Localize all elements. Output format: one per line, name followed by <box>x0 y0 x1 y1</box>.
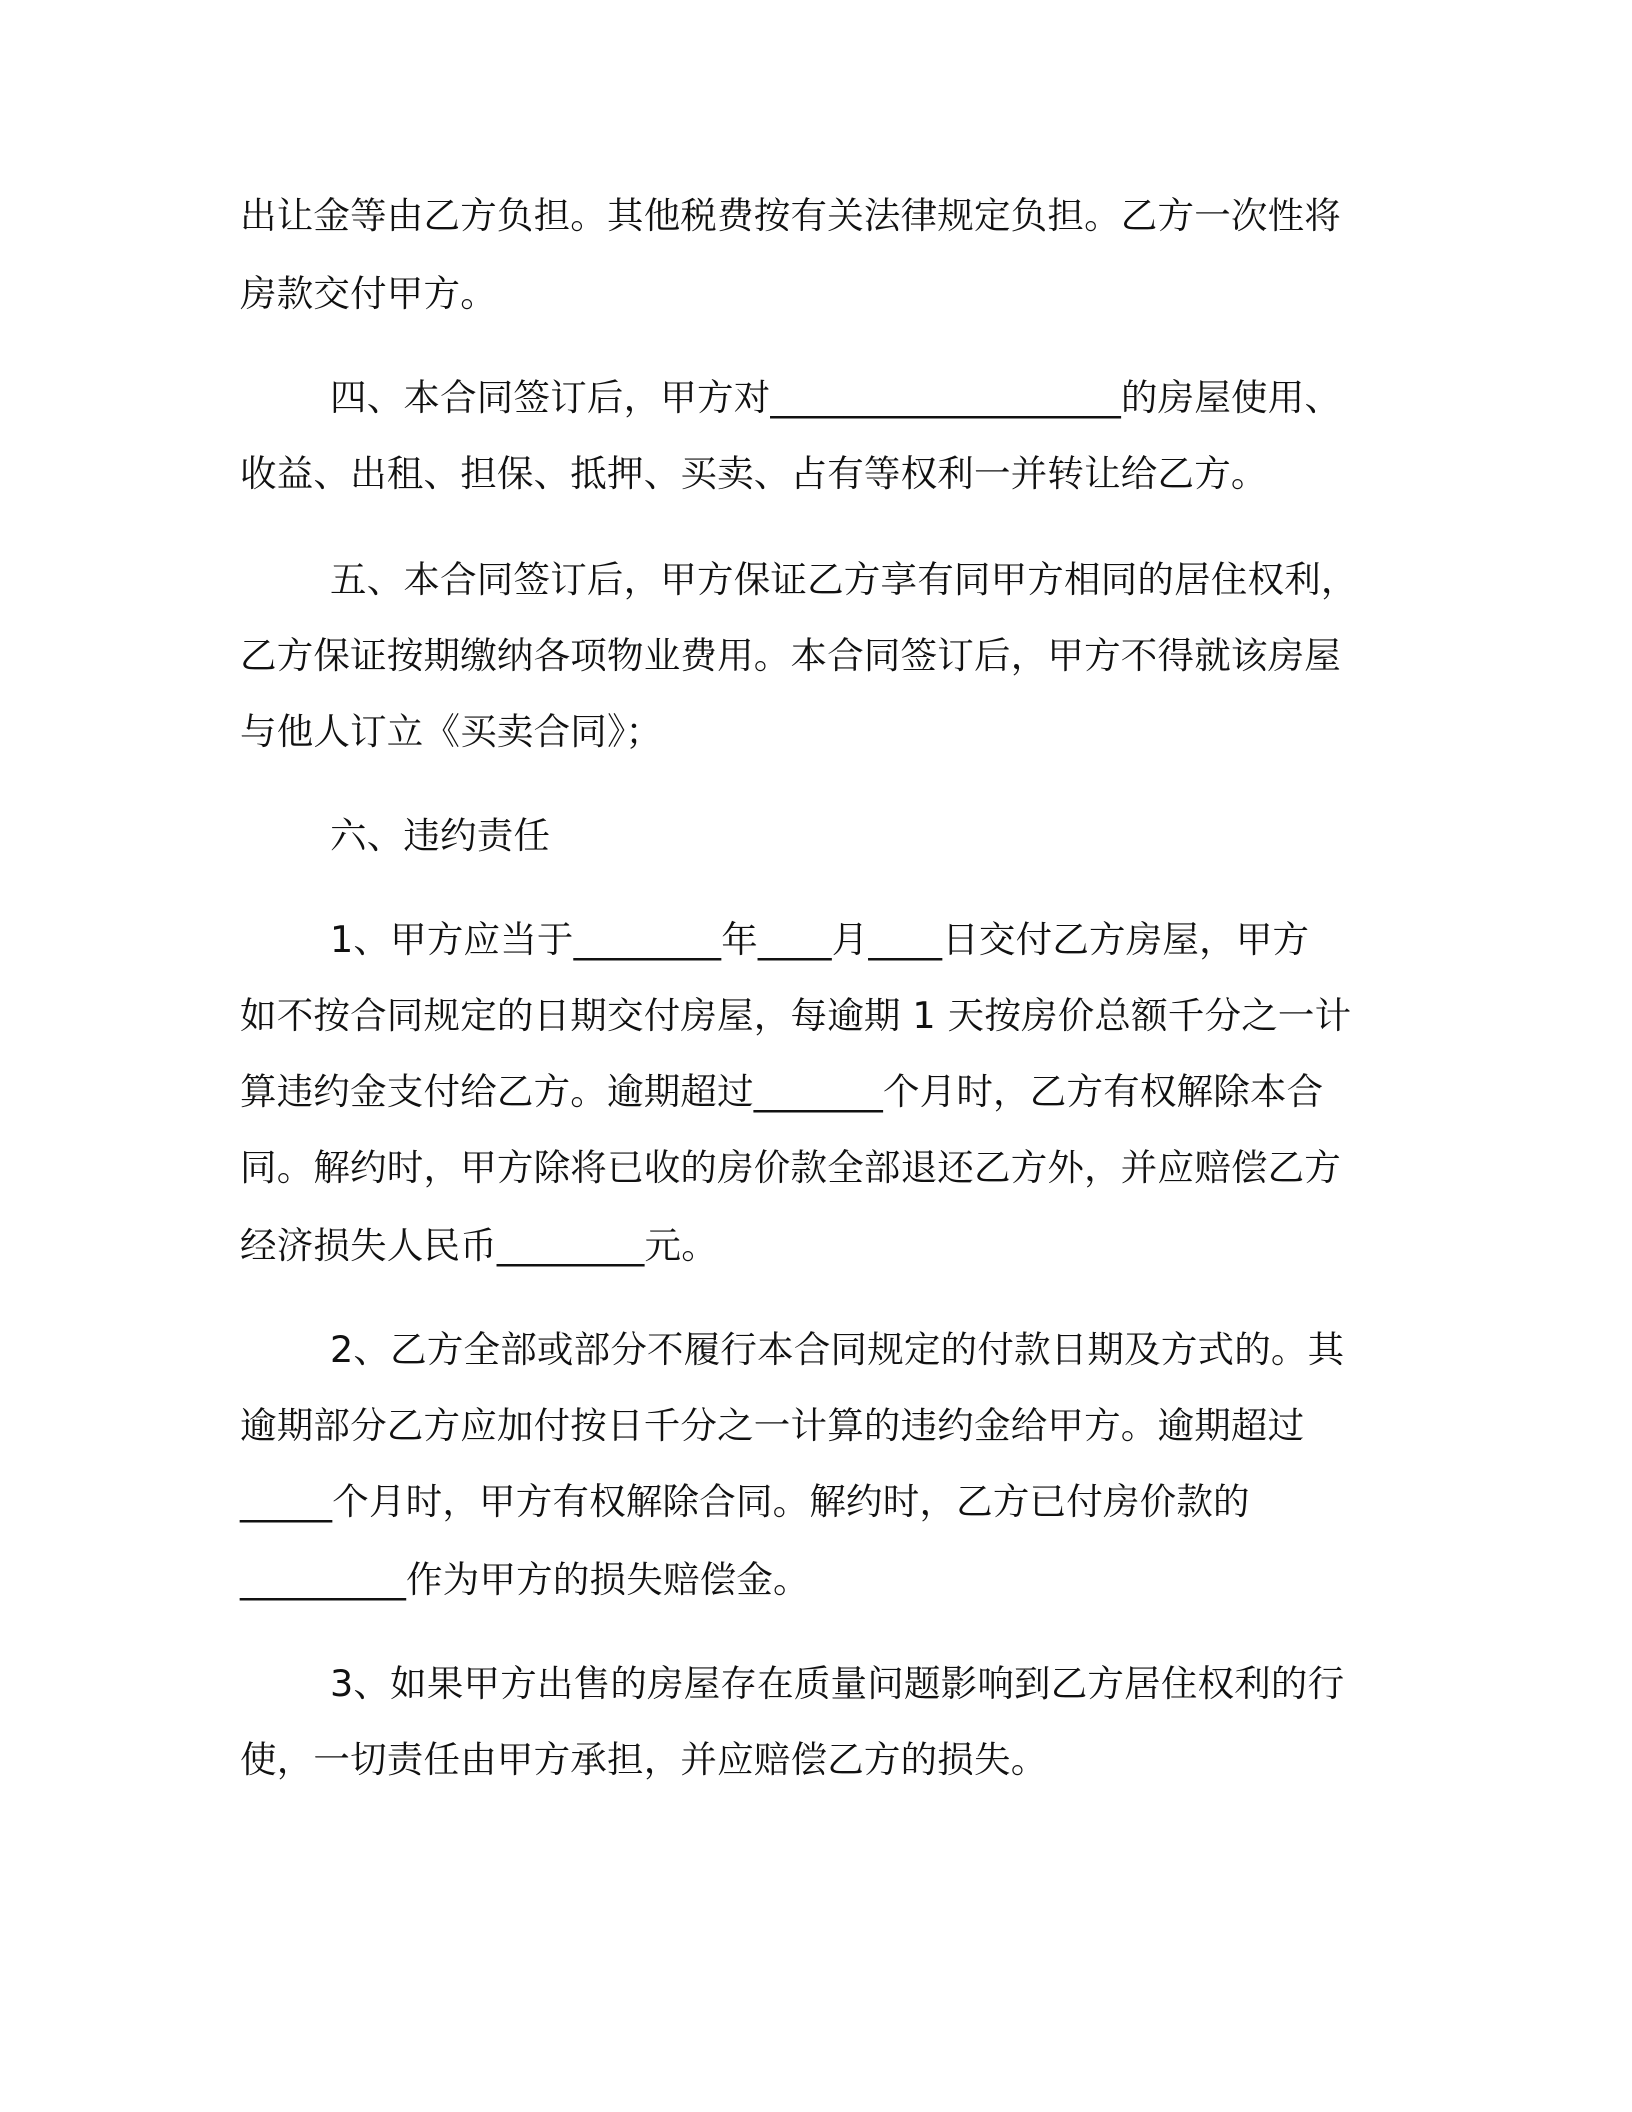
text-line: _____个月时，甲方有权解除合同。解约时，乙方已付房价款的 <box>240 1480 1250 1523</box>
clause-6-1-line: 1、甲方应当于________年____月____日交付乙方房屋，甲方 <box>330 918 1310 961</box>
section-heading: 六、违约责任 <box>330 814 551 857</box>
clause-6-2-line: 2、乙方全部或部分不履行本合同规定的付款日期及方式的。其 <box>330 1328 1345 1371</box>
clause-4-line: 四、本合同签订后，甲方对___________________的房屋使用、 <box>330 376 1342 419</box>
text-line: 如不按合同规定的日期交付房屋，每逾期 1 天按房价总额千分之一计 <box>240 994 1352 1037</box>
text-line: 算违约金支付给乙方。逾期超过_______个月时，乙方有权解除本合 <box>240 1070 1324 1113</box>
text-line: 使，一切责任由甲方承担，并应赔偿乙方的损失。 <box>240 1738 1048 1781</box>
text-line: 房款交付甲方。 <box>240 272 497 315</box>
text-line: _________作为甲方的损失赔偿金。 <box>240 1558 810 1601</box>
text-line: 收益、出租、担保、抵押、买卖、占有等权利一并转让给乙方。 <box>240 452 1268 495</box>
text-line: 与他人订立《买卖合同》； <box>240 710 663 753</box>
clause-6-3-line: 3、如果甲方出售的房屋存在质量问题影响到乙方居住权利的行 <box>330 1662 1345 1705</box>
text-line: 逾期部分乙方应加付按日千分之一计算的违约金给甲方。逾期超过 <box>240 1404 1305 1447</box>
clause-5-line: 五、本合同签订后，甲方保证乙方享有同甲方相同的居住权利， <box>330 558 1358 601</box>
text-line: 乙方保证按期缴纳各项物业费用。本合同签订后，甲方不得就该房屋 <box>240 634 1341 677</box>
text-line: 出让金等由乙方负担。其他税费按有关法律规定负担。乙方一次性将 <box>240 194 1341 237</box>
text-line: 经济损失人民币________元。 <box>240 1224 718 1267</box>
text-line: 同。解约时，甲方除将已收的房价款全部退还乙方外，并应赔偿乙方 <box>240 1146 1341 1189</box>
